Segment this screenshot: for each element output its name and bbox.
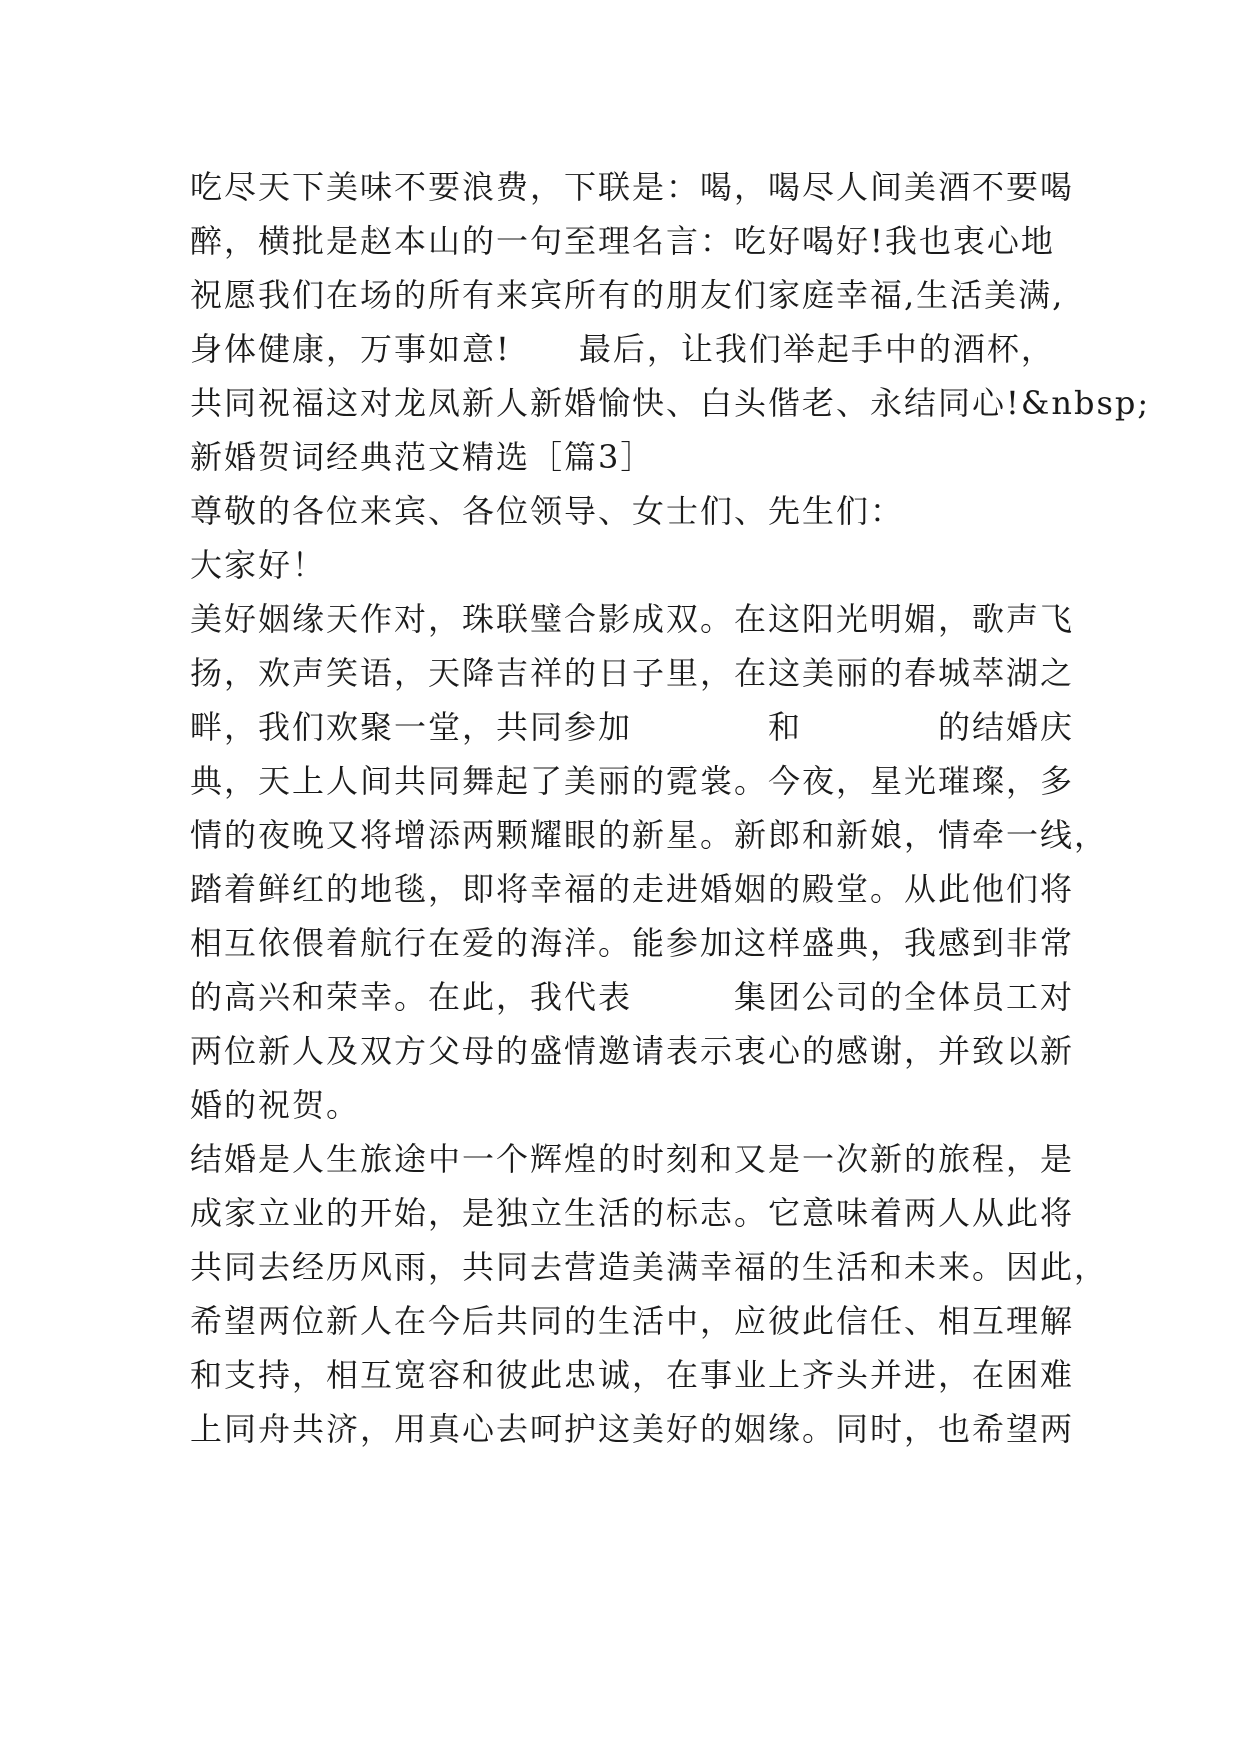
text-line: 醉，横批是赵本山的一句至理名言：吃好喝好!我也衷心地: [190, 222, 1055, 260]
text-line: 吃尽天下美味不要浪费，下联是：喝，喝尽人间美酒不要喝: [190, 168, 1075, 206]
greeting: 大家好！: [190, 546, 327, 584]
text-line: 美好姻缘天作对，珠联璧合影成双。在这阳光明媚，歌声飞: [190, 600, 1075, 638]
text-line: 相互依偎着航行在爱的海洋。能参加这样盛典，我感到非常: [190, 924, 1075, 962]
salutation: 尊敬的各位来宾、各位领导、女士们、先生们：: [190, 492, 905, 530]
text-line: 婚的祝贺。: [190, 1086, 361, 1124]
text-line: 和支持，相互宽容和彼此忠诚，在事业上齐头并进，在困难: [190, 1356, 1075, 1394]
text-line: 希望两位新人在今后共同的生活中，应彼此信任、相互理解: [190, 1302, 1075, 1340]
text-line: 结婚是人生旅途中一个辉煌的时刻和又是一次新的旅程，是: [190, 1140, 1075, 1178]
text-line: 上同舟共济，用真心去呵护这美好的姻缘。同时，也希望两: [190, 1410, 1075, 1448]
document-body: [190, 160, 1151, 1456]
text-line: 共同去经历风雨，共同去营造美满幸福的生活和未来。因此，: [190, 1248, 1109, 1286]
text-line: 身体健康，万事如意! 最后，让我们举起手中的酒杯，: [190, 330, 1055, 368]
text-line: 典，天上人间共同舞起了美丽的霓裳。今夜，星光璀璨，多: [190, 762, 1075, 800]
text-line: 共同祝福这对龙凤新人新婚愉快、白头偕老、永结同心!&nbsp;: [190, 384, 1151, 422]
text-line: 扬，欢声笑语，天降吉祥的日子里，在这美丽的春城萃湖之: [190, 654, 1075, 692]
text-line: 畔，我们欢聚一堂，共同参加 和 的结婚庆: [190, 708, 1075, 746]
text-line: 的高兴和荣幸。在此，我代表 集团公司的全体员工对: [190, 978, 1075, 1016]
text-line: 两位新人及双方父母的盛情邀请表示衷心的感谢，并致以新: [190, 1032, 1075, 1070]
text-line: 情的夜晚又将增添两颗耀眼的新星。新郎和新娘，情牵一线，: [190, 816, 1109, 854]
text-line: 成家立业的开始，是独立生活的标志。它意味着两人从此将: [190, 1194, 1075, 1232]
section-heading: 新婚贺词经典范文精选［篇3］: [190, 438, 655, 476]
text-line: 祝愿我们在场的所有来宾所有的朋友们家庭幸福,生活美满,: [190, 276, 1065, 314]
text-line: 踏着鲜红的地毯，即将幸福的走进婚姻的殿堂。从此他们将: [190, 870, 1075, 908]
